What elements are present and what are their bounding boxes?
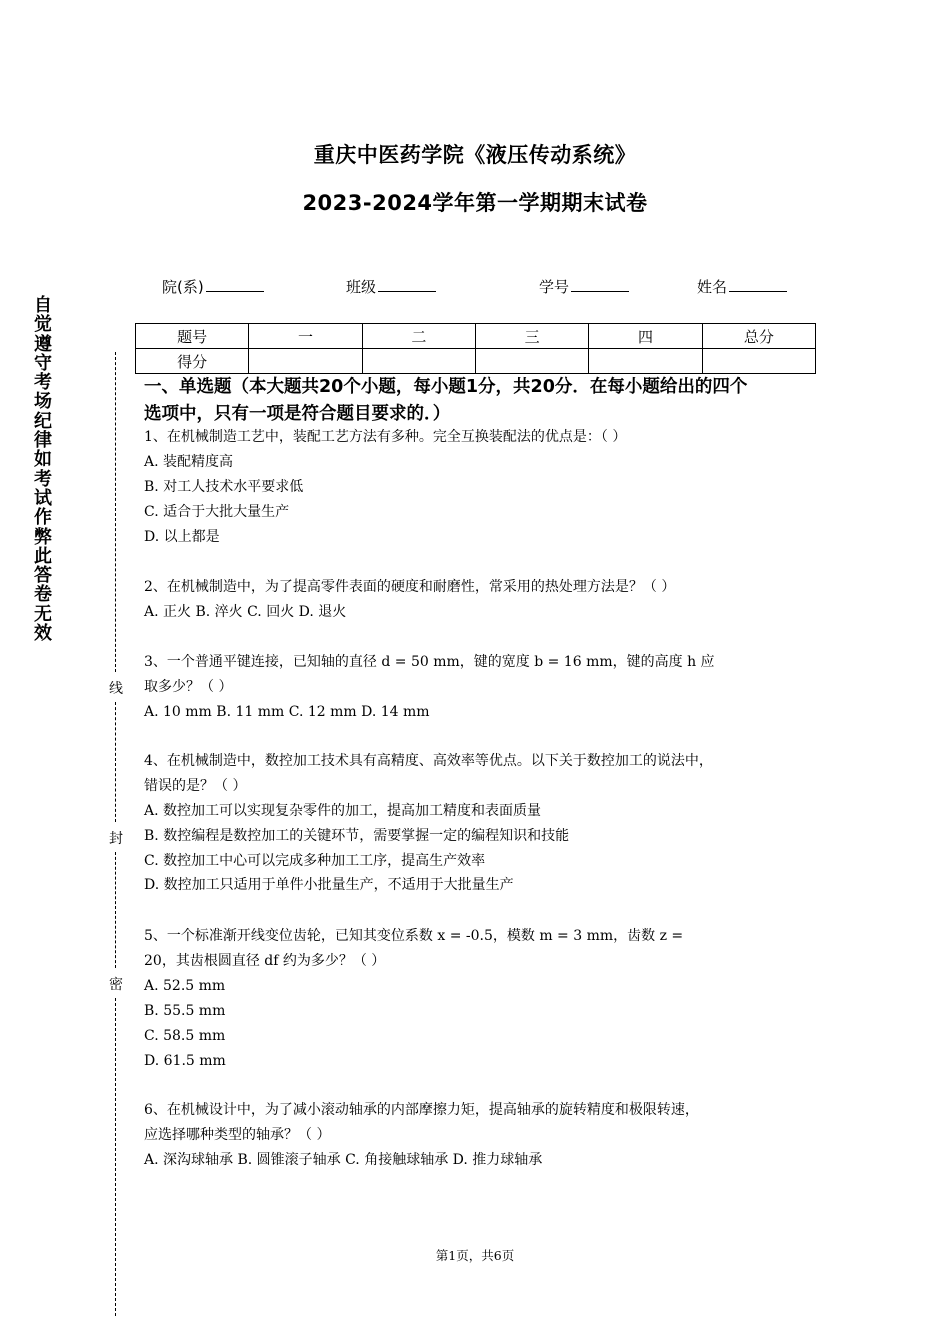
question-stem: 取多少？（ ） xyxy=(144,679,233,695)
question-option: A. 数控加工可以实现复杂零件的加工，提高加工精度和表面质量 xyxy=(144,803,542,819)
section-heading-line2: 选项中，只有一项是符合题目要求的．） xyxy=(144,404,451,424)
question-option: C. 58.5 mm xyxy=(144,1028,226,1044)
question-option: C. 适合于大批大量生产 xyxy=(144,504,290,520)
binding-dashed-line xyxy=(115,702,116,822)
name-field xyxy=(697,276,787,297)
question-option: A. 装配精度高 xyxy=(144,454,234,470)
question-option: B. 55.5 mm xyxy=(144,1003,226,1019)
side-warning-char: 考 xyxy=(34,372,52,394)
student-id-field xyxy=(539,276,629,297)
side-warning-char: 卷 xyxy=(34,584,52,606)
class-field xyxy=(346,276,436,297)
question-option: B. 对工人技术水平要求低 xyxy=(144,479,304,495)
question-option: D. 数控加工只适用于单件小批量生产，不适用于大批量生产 xyxy=(144,877,514,893)
exam-title-line1: 重庆中医药学院《液压传动系统》 xyxy=(313,143,637,167)
binding-dashed-line xyxy=(115,852,116,968)
score-header-cell: 三 xyxy=(475,324,588,349)
student-id-label: 学号 xyxy=(539,278,570,296)
question-option: A. 深沟球轴承 B. 圆锥滚子轴承 C. 角接触球轴承 D. 推力球轴承 xyxy=(144,1152,543,1168)
seal-mark-seal: 封 xyxy=(107,828,125,848)
side-warning-vertical xyxy=(32,296,54,643)
score-header-cell: 二 xyxy=(362,324,475,349)
department-blank xyxy=(206,277,264,292)
side-warning-char: 遵 xyxy=(34,333,52,355)
seal-mark-secret: 密 xyxy=(107,974,125,994)
class-blank xyxy=(378,277,436,292)
score-row-label: 得分 xyxy=(136,349,249,374)
question-stem: 3、一个普通平键连接，已知轴的直径 d = 50 mm，键的宽度 b = 16 mm，键的高度 h 应 xyxy=(144,654,715,670)
side-warning-char: 觉 xyxy=(34,314,52,336)
section-heading xyxy=(144,374,819,428)
score-cell[interactable] xyxy=(475,349,588,374)
score-cell[interactable] xyxy=(362,349,475,374)
side-warning-char: 此 xyxy=(34,545,52,567)
question-stem: 6、在机械设计中，为了减小滚动轴承的内部摩擦力矩，提高轴承的旋转精度和极限转速， xyxy=(144,1102,699,1118)
question-option: D. 以上都是 xyxy=(144,529,220,545)
score-cell[interactable] xyxy=(249,349,362,374)
side-warning-char: 答 xyxy=(34,565,52,587)
question-option: B. 数控编程是数控加工的关键环节，需要掌握一定的编程知识和技能 xyxy=(144,828,570,844)
question-option: A. 52.5 mm xyxy=(144,978,226,994)
question-stem: 错误的是？（ ） xyxy=(144,778,247,794)
name-label: 姓名 xyxy=(697,278,728,296)
score-cell[interactable] xyxy=(702,349,815,374)
side-warning-char: 自 xyxy=(34,295,52,316)
department-label: 院(系) xyxy=(162,278,204,296)
side-warning-char: 效 xyxy=(34,623,52,645)
question-option: D. 61.5 mm xyxy=(144,1053,226,1069)
score-header-cell: 总分 xyxy=(702,324,815,349)
question-stem: 4、在机械制造中，数控加工技术具有高精度、高效率等优点。以下关于数控加工的说法中， xyxy=(144,753,713,769)
score-header-cell: 一 xyxy=(249,324,362,349)
question-stem: 2、在机械制造中，为了提高零件表面的硬度和耐磨性，常采用的热处理方法是？（ ） xyxy=(144,579,676,595)
score-header-cell: 题号 xyxy=(136,324,249,349)
side-warning-char: 场 xyxy=(34,391,52,413)
question-stem: 5、一个标准渐开线变位齿轮，已知其变位系数 x = -0.5，模数 m = 3 mm，齿数 z = xyxy=(144,928,684,944)
question-stem: 应选择哪种类型的轴承？（ ） xyxy=(144,1127,331,1143)
side-warning-char: 弊 xyxy=(34,526,52,548)
score-cell[interactable] xyxy=(589,349,702,374)
question-stem: 1、在机械制造工艺中，装配工艺方法有多种。完全互换装配法的优点是：（ ） xyxy=(144,429,627,445)
student-id-blank xyxy=(571,277,629,292)
side-warning-char: 试 xyxy=(34,487,52,509)
score-table xyxy=(135,323,816,374)
name-blank xyxy=(729,277,787,292)
score-table-score-row xyxy=(136,349,816,374)
department-field xyxy=(162,276,264,297)
score-header-cell: 四 xyxy=(589,324,702,349)
question-stem: 20，其齿根圆直径 df 约为多少？（ ） xyxy=(144,953,386,969)
question-option: A. 10 mm B. 11 mm C. 12 mm D. 14 mm xyxy=(144,704,430,720)
side-warning-char: 律 xyxy=(34,430,52,452)
side-warning-char: 如 xyxy=(34,449,52,471)
side-warning-char: 纪 xyxy=(34,410,52,432)
side-warning-char: 作 xyxy=(34,507,52,529)
side-warning-char: 无 xyxy=(34,603,52,625)
binding-dashed-line xyxy=(115,998,116,1316)
side-warning-char: 考 xyxy=(34,468,52,490)
binding-dashed-line xyxy=(115,352,116,672)
seal-mark-line: 线 xyxy=(107,678,125,698)
question-option: A. 正火 B. 淬火 C. 回火 D. 退火 xyxy=(144,604,347,620)
score-table-header-row xyxy=(136,324,816,349)
question-option: C. 数控加工中心可以完成多种加工工序，提高生产效率 xyxy=(144,853,486,869)
section-heading-line1: 一、单选题（本大题共20个小题，每小题1分，共20分．在每小题给出的四个 xyxy=(144,377,748,397)
exam-title-line2: 2023-2024学年第一学期期末试卷 xyxy=(302,191,648,215)
page-footer: 第1页，共6页 xyxy=(435,1248,515,1263)
class-label: 班级 xyxy=(346,278,377,296)
side-warning-char: 守 xyxy=(34,352,52,374)
